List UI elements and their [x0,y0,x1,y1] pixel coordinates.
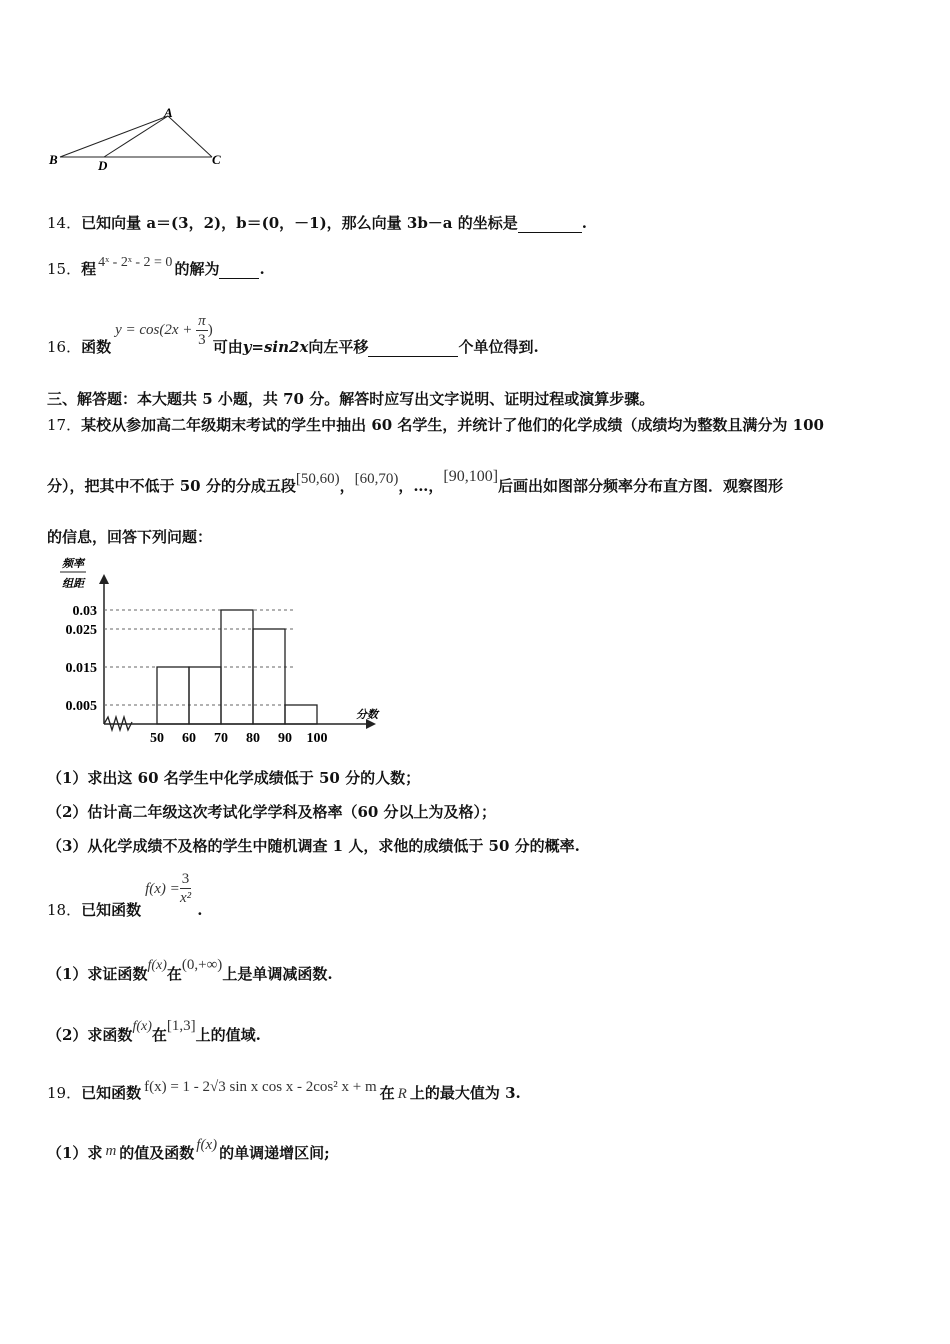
x-tick-label: 90 [278,731,292,746]
equation: f(x) = 1 - 2√3 sin x cos x - 2cos² x + m [144,1079,377,1095]
question-14 [47,212,587,233]
y-tick-label: 0.015 [65,661,97,676]
question-19-sub1 [47,1137,330,1163]
question-number: 17． [47,416,82,434]
question-15 [47,255,265,279]
question-number: 15． [47,260,82,278]
question-text: 程 [81,260,97,278]
question-text: 函数 [81,337,112,356]
question-number: 16． [47,337,82,356]
question-text: 上的最大值为 3. [409,1084,521,1102]
fraction-numerator: 3 [181,871,190,887]
question-number: 19． [47,1084,82,1102]
question-text-2: 可由 [212,337,243,356]
question-17-line2 [47,468,784,496]
question-text-4: 向左平移 [308,337,369,356]
label-b: B [49,152,58,167]
question-text-3: y=sin2x [242,337,309,356]
bar-[80,90) [253,629,285,724]
x-tick-label: 80 [246,731,260,746]
x-tick-label: 50 [150,731,164,746]
question-17-sub1: （1）求出这 60 名学生中化学成绩低于 50 分的人数； [47,769,421,787]
question-text: 某校从参加高二年级期末考试的学生中抽出 60 名学生，并统计了他们的化学成绩（成绩均为整数且满分为 100 [81,416,824,434]
equation-right: ) [207,321,213,338]
answer-blank [368,338,458,357]
question-text-5: 个单位得到. [458,337,539,356]
question-17-line1 [47,414,824,435]
question-text-mid: 的解为 [174,260,220,278]
question-17-sub2: （2）估计高二年级这次考试化学学科及格率（60 分以上为及格）； [47,803,497,821]
question-text: 上是单调减函数. [222,965,333,983]
fraction-numerator: π [198,313,206,329]
question-text-end: . [197,900,203,919]
function-f: f(x) = [145,880,180,897]
question-number: 14． [47,214,82,232]
label-c: C [212,152,221,167]
question-18 [47,870,203,919]
function-fraction [180,870,192,907]
equation: 4ˣ - 2ˣ - 2 = 0 [98,255,173,270]
real-set: R [397,1086,407,1102]
question-text: 已知向量 a＝(3，2)，b＝(0，－1)，那么向量 3b－a 的坐标是 [81,214,518,232]
variable-m: m [105,1143,117,1159]
question-text: （2）求函数 [47,1026,133,1044]
section-heading: 三、解答题：本大题共 5 小题，共 70 分。解答时应写出文字说明、证明过程或演算步骤。 [47,390,655,408]
question-18-sub1 [47,957,333,984]
question-text: 在 [379,1084,395,1102]
bar-[50,60) [157,667,189,724]
label-a: A [164,105,173,120]
ylabel-bottom: 组距 [62,577,84,590]
question-text: （1）求 [47,1144,103,1162]
question-text: 已知函数 [81,1084,142,1102]
question-19 [47,1079,521,1103]
question-text: 的值及函数 [119,1144,195,1162]
function-f: f(x) [147,958,167,973]
question-text: 上的值域. [195,1026,261,1044]
question-16 [47,312,539,356]
equation-fraction [196,312,208,349]
question-18-sub2 [47,1018,261,1045]
question-number: 18． [47,900,82,919]
question-17-sub3: （3）从化学成绩不及格的学生中随机调查 1 人，求他的成绩低于 50 分的概率. [47,837,580,855]
frequency-histogram [44,552,394,752]
function-f: f(x) [132,1019,152,1034]
fraction-denominator: 3 [198,332,206,348]
function-f: f(x) [196,1137,218,1153]
question-17-line3: 的信息，回答下列问题： [47,528,213,546]
y-tick-label: 0.005 [65,699,97,714]
question-text-end: . [259,260,265,278]
answer-blank [219,260,259,279]
separator: ， [339,477,355,495]
interval: [1,3] [166,1018,196,1034]
triangle-figure [40,100,240,180]
question-text: 后画出如图部分频率分布直方图．观察图形 [498,477,784,495]
interval-1: [50,60) [295,471,340,487]
question-text: 在 [166,965,182,983]
answer-blank [518,214,582,233]
question-text: 的单调递增区间; [219,1144,330,1162]
x-tick-label: 60 [182,731,196,746]
question-text: 已知函数 [81,900,142,919]
question-text-end: . [581,214,587,232]
ylabel-top: 频率 [62,557,84,570]
question-text: 在 [151,1026,167,1044]
equation [115,313,213,348]
interval-3: [90,100] [443,468,499,485]
question-text: （1）求证函数 [47,965,148,983]
equation-left: y = cos(2x + [115,321,197,338]
question-text: 分），把其中不低于 50 分的分成五段 [47,477,296,495]
y-tick-label: 0.025 [65,623,97,638]
xlabel: 分数 [356,708,378,721]
y-axis-arrow [99,574,109,584]
interval: (0,+∞) [181,957,223,973]
bar-[90,100] [285,705,317,724]
label-d: D [98,158,108,173]
fraction-denominator: x² [179,890,192,906]
x-tick-label: 100 [306,731,328,746]
interval-2: [60,70) [354,471,399,487]
y-tick-label: 0.03 [72,604,97,619]
separator: ，…， [398,477,444,495]
bar-[60,70) [189,667,221,724]
side-ac [168,116,212,157]
x-tick-label: 70 [214,731,228,746]
